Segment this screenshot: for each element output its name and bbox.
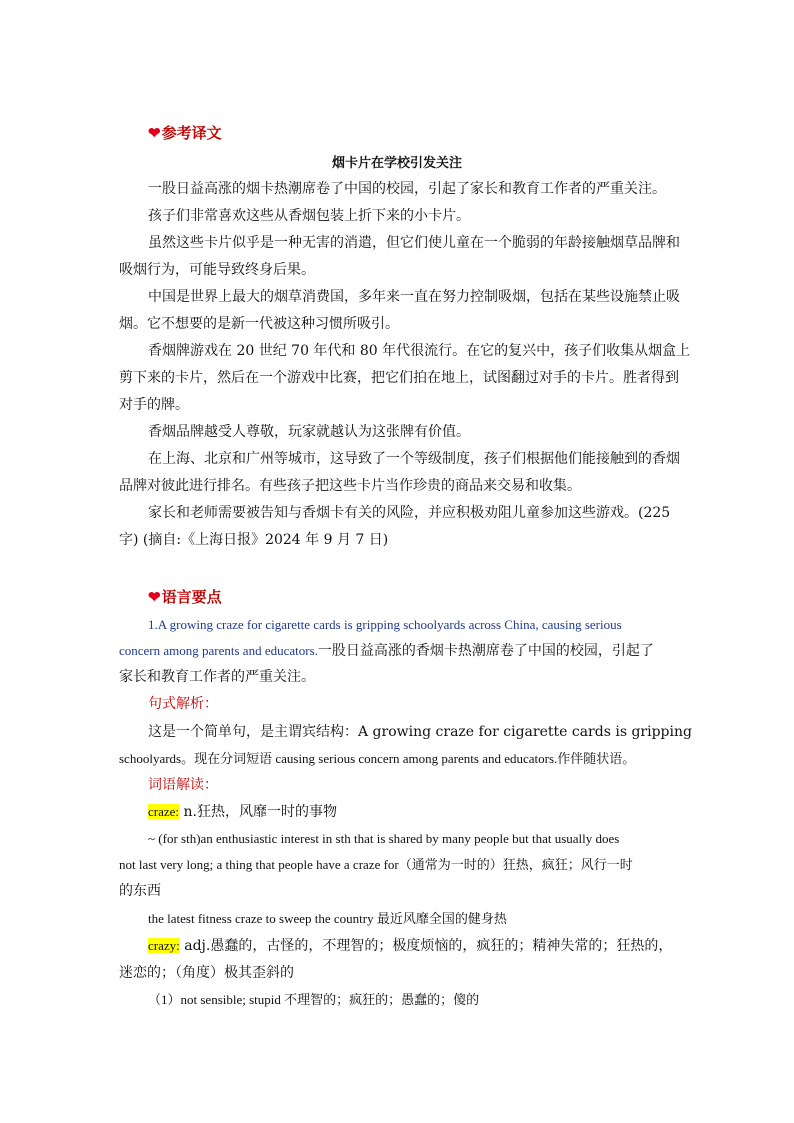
definition-line: 迷恋的；（角度）极其歪斜的 bbox=[119, 965, 294, 981]
highlighted-word: craze: bbox=[148, 804, 180, 819]
paragraph-line: 中国是世界上最大的烟草消费国，多年来一直在努力控制吸烟，包括在某些设施禁止吸 bbox=[148, 289, 680, 305]
paragraph-line: 吸烟行为，可能导致终身后果。 bbox=[119, 262, 315, 278]
paragraph-line: 一股日益高涨的烟卡热潮席卷了中国的校园，引起了家长和教育工作者的严重关注。 bbox=[148, 181, 666, 197]
paragraph-line: 家长和老师需要被告知与香烟卡有关的风险，并应积极劝阻儿童参加这些游戏。(225 bbox=[148, 505, 671, 521]
syntax-line: schoolyards。现在分词短语 causing serious concern among parents and educators.作伴随状语。 bbox=[119, 751, 636, 766]
definition-line: 的东西 bbox=[119, 883, 161, 899]
syntax-line: 这是一个简单句，是主谓宾结构：A growing craze for cigarette cards is gripping bbox=[148, 724, 692, 740]
syntax-label: 句式解析： bbox=[148, 696, 218, 712]
definition-line: ~ (for sth)an enthusiastic interest in sth that is shared by many people but that usually does bbox=[148, 831, 620, 846]
paragraph-line: 孩子们非常喜欢这些从香烟包装上折下来的小卡片。 bbox=[148, 208, 470, 224]
section-heading-language-points: ❤语言要点 bbox=[148, 588, 222, 606]
paragraph-line: 品牌对彼此进行排名。有些孩子把这些卡片当作珍贵的商品来交易和收集。 bbox=[119, 478, 581, 494]
vocab-entry-craze: craze: n.狂热，风靡一时的事物 bbox=[148, 804, 337, 820]
paragraph-line: 香烟牌游戏在 20 世纪 70 年代和 80 年代很流行。在它的复兴中，孩子们收集从烟盒上 bbox=[148, 343, 691, 359]
paragraph-line: 香烟品牌越受人尊敬，玩家就越认为这张牌有价值。 bbox=[148, 424, 470, 440]
paragraph-line: 字) (摘自:《上海日报》2024 年 9 月 7 日) bbox=[119, 532, 389, 548]
heart-icon: ❤ bbox=[148, 124, 161, 142]
point-sentence-line: concern among parents and educators.一股日益高涨的香烟卡热潮席卷了中国的校园，引起了 bbox=[119, 643, 654, 659]
point-sentence-line: 家长和教育工作者的严重关注。 bbox=[119, 669, 315, 685]
paragraph-line: 剪下来的卡片，然后在一个游戏中比赛，把它们拍在地上，试图翻过对手的卡片。胜者得到 bbox=[119, 370, 679, 386]
paragraph-line: 虽然这些卡片似乎是一种无害的消遣，但它们使儿童在一个脆弱的年龄接触烟草品牌和 bbox=[148, 235, 680, 251]
heart-icon: ❤ bbox=[148, 588, 161, 606]
section-heading-translation: ❤参考译文 bbox=[148, 124, 222, 142]
example-line: the latest fitness craze to sweep the country 最近风靡全国的健身热 bbox=[148, 911, 507, 926]
highlighted-word: crazy: bbox=[148, 938, 180, 953]
paragraph-line: 在上海、北京和广州等城市，这导致了一个等级制度，孩子们根据他们能接触到的香烟 bbox=[148, 451, 680, 467]
paragraph-line: 对手的牌。 bbox=[119, 397, 189, 413]
point-sentence-line: 1.A growing craze for cigarette cards is gripping schoolyards across China, causing serious bbox=[148, 617, 622, 632]
article-title: 烟卡片在学校引发关注 bbox=[331, 156, 462, 171]
definition-line: not last very long; a thing that people have a craze for（通常为一时的）狂热，疯狂；风行一时 bbox=[119, 857, 633, 872]
vocab-entry-crazy: crazy: adj.愚蠢的，古怪的，不理智的；极度烦恼的，疯狂的；精神失常的；狂热的， bbox=[148, 938, 673, 954]
vocab-label: 词语解读： bbox=[148, 777, 218, 793]
sense-line: （1）not sensible; stupid 不理智的；疯狂的；愚蠢的；傻的 bbox=[148, 992, 480, 1007]
paragraph-line: 烟。它不想要的是新一代被这种习惯所吸引。 bbox=[119, 316, 399, 332]
